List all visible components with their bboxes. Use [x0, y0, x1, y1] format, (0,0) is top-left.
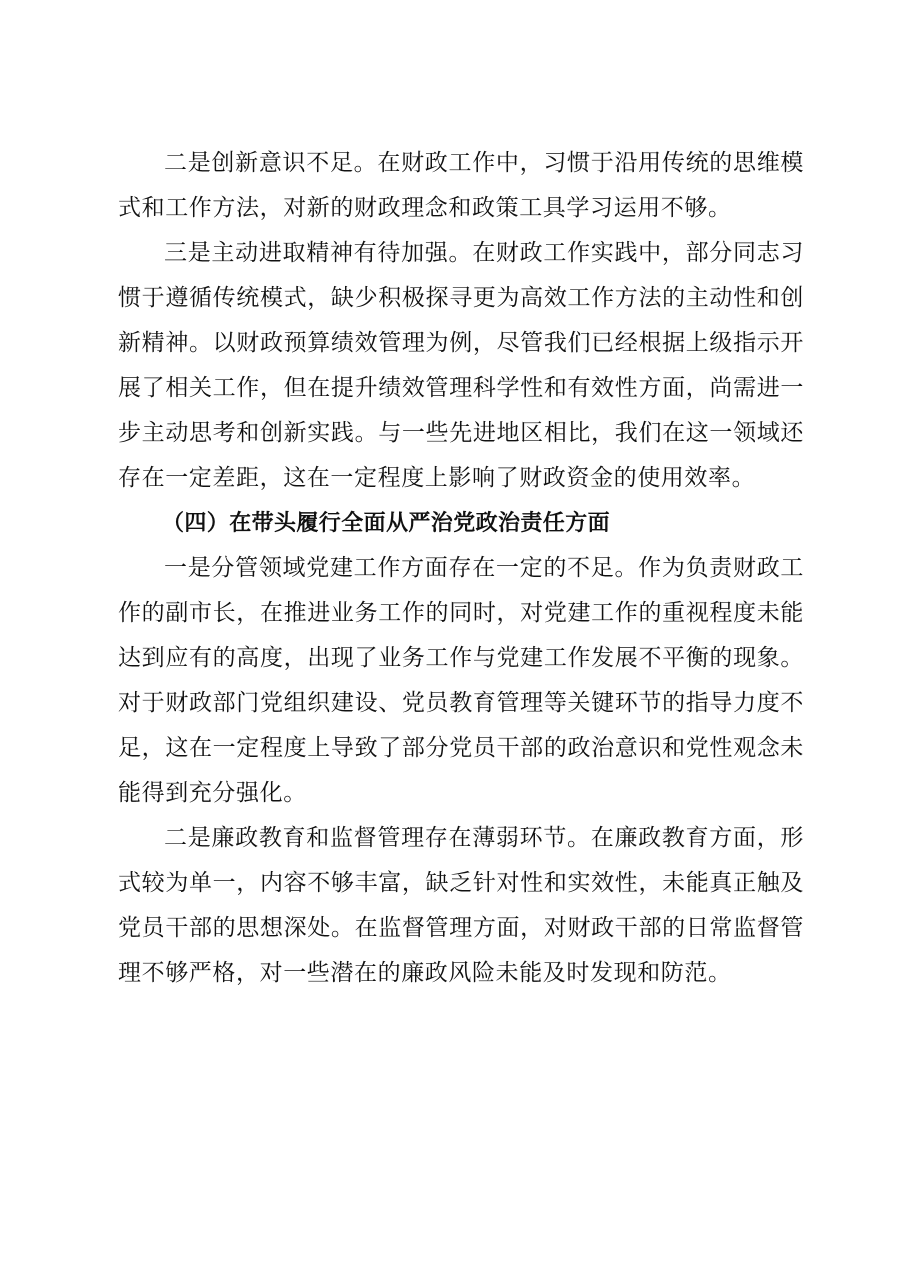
paragraph-proactive-spirit: 三是主动进取精神有待加强。在财政工作实践中，部分同志习惯于遵循传统模式，缺少积极探寻更为高效工作方法的主动性和创新精神。以财政预算绩效管理为例，尽管我们已经根据上级指示开展了相关工作，但在提升绩效管理科学性和有效性方面，尚需进一步主动思考和创新实践。与一些先进地区相比，我们在这一领域还存在一定差距，这在一定程度上影响了财政资金的使用效率。	[118, 240, 804, 491]
document-body	[118, 141, 804, 996]
paragraph-party-building: 一是分管领域党建工作方面存在一定的不足。作为负责财政工作的副市长，在推进业务工作的同时，对党建工作的重视程度未能达到应有的高度，出现了业务工作与党建工作发展不平衡的现象。对于财政部门党组织建设、党员教育管理等关键环节的指导力度不足，这在一定程度上导致了部分党员干部的政治意识和党性观念未能得到充分强化。	[118, 555, 804, 806]
section-heading-party-responsibility: （四）在带头履行全面从严治党政治责任方面	[162, 511, 611, 536]
paragraph-innovation-awareness: 二是创新意识不足。在财政工作中，习惯于沿用传统的思维模式和工作方法，对新的财政理念和政策工具学习运用不够。	[118, 150, 804, 221]
paragraph-integrity-education: 二是廉政教育和监督管理存在薄弱环节。在廉政教育方面，形式较为单一，内容不够丰富，缺乏针对性和实效性，未能真正触及党员干部的思想深处。在监督管理方面，对财政干部的日常监督管理不够严格，对一些潜在的廉政风险未能及时发现和防范。	[118, 825, 804, 986]
